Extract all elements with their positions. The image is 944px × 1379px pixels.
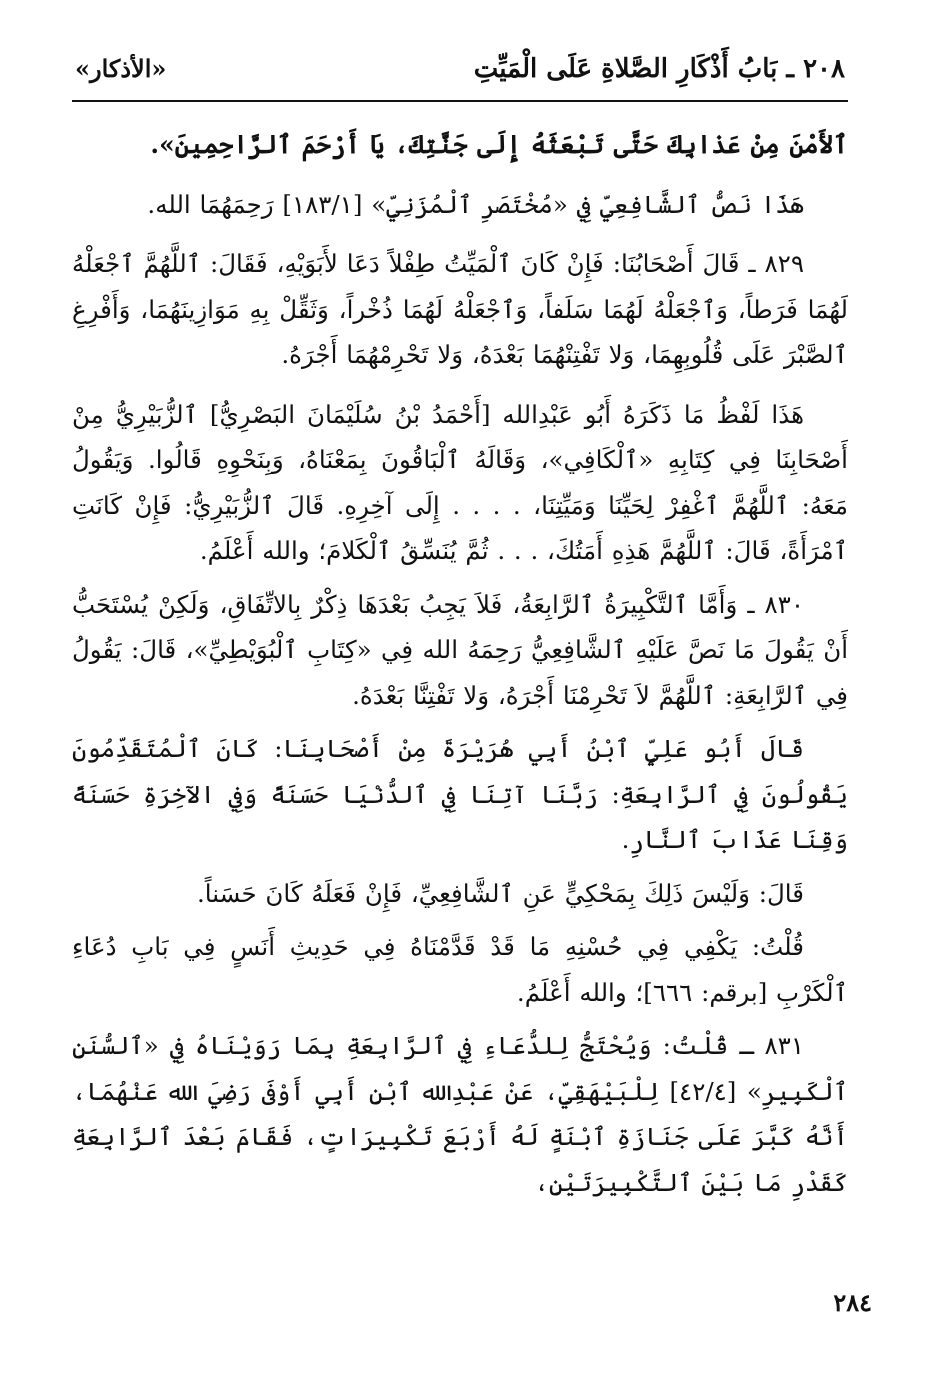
page-number: ٢٨٤ <box>833 1288 872 1317</box>
spacer <box>72 863 848 871</box>
spacer <box>72 1015 848 1023</box>
paragraph-zubayri: هَذَا لَفْظُ مَا ذَكَرَهُ أَبُو عَبْدِالله [أَحْمَدُ بْنُ سُلَيْمَانَ البَصْرِيُّ] ٱلزُّبَيْرِيُّ مِنْ أَصْحَابِنَا فِي كِتَابِهِ «ٱلْكَافِي»، وَقَالَهُ ٱلْبَاقُونَ بِمَعْنَاهُ، وَبِنَحْوِهِ قَالُوا. وَيَقُولُ مَعَهُ: ٱللَّهُمَّ ٱغْفِرْ لِحَيِّنَا وَمَيِّتِنَا، . . . . إِلَى آخِرِهِ. قَالَ ٱلزُّبَيْرِيُّ: فَإِنْ كَانَتِ ٱمْرَأَةً، قَالَ: ٱللَّهُمَّ هَذِهِ أَمَتُكَ، . . . ثُمَّ يُنَسِّقُ ٱلْكَلامَ؛ والله أَعْلَمُ. <box>72 399 848 565</box>
spacer <box>72 718 848 726</box>
paragraph-qultu: قُلْتُ: يَكْفِي فِي حُسْنِهِ مَا قَدْ قَدَّمْنَاهُ فِي حَدِيثِ أَنَسٍ فِي بَابِ دُعَاءِ ٱلْكَرْبِ [برقم: ٦٦٦]؛ والله أَعْلَمُ. <box>72 932 848 1007</box>
spacer <box>72 574 848 582</box>
paragraph-831: ٨٣١ ـ قُلْتُ: وَيُحْتَجُّ لِلدُّعَاءِ فِي ٱلرَّابِعَةِ بِمَا رَوَيْنَاهُ فِي «ٱلسُّنَنِ ٱلْكَبِيرِ» [٤٢/٤] لِلْبَيْهَقِيِّ، عَنْ عَبْدِالله ٱبْنِ أَبِي أَوْفَى رَضِيَ الله عَنْهُمَا، أَنَّهُ كَبَّرَ عَلَى جَنَازَةِ ٱبْنَةٍ لَهُ أَرْبَعَ تَكْبِيرَاتٍ، فَقَامَ بَعْدَ ٱلرَّابِعَةِ كَقَدْرِ مَا بَيْنَ ٱلتَّكْبِيرَتَيْنِ، <box>72 1031 848 1197</box>
spacer <box>72 916 848 924</box>
page-body <box>72 122 848 1282</box>
paragraph-not-narrated: قَالَ: وَلَيْسَ ذَلِكَ بِمَحْكِيٍّ عَنِ ٱلشَّافِعِيِّ، فَإِنْ فَعَلَهُ كَانَ حَسَناً. <box>196 878 804 908</box>
paragraph-829: ٨٢٩ ـ قَالَ أَصْحَابُنَا: فَإِنْ كَانَ ٱلْمَيِّتُ طِفْلاً دَعَا لأَبَوَيْهِ، فَقَالَ: ٱللَّهُمَّ ٱجْعَلْهُ لَهُمَا فَرَطاً، وَٱجْعَلْهُ لَهُمَا سَلَفاً، وَٱجْعَلْهُ لَهُمَا ذُخْراً، وَثَقِّلْ بِهِ مَوَازِينَهُمَا، وَأَفْرِغِ ٱلصَّبْرَ عَلَى قُلُوبِهِمَا، وَلا تَفْتِنْهُمَا بَعْدَهُ، وَلا تَحْرِمْهُمَا أَجْرَهُ. <box>72 249 848 369</box>
spacer <box>72 378 848 392</box>
running-header <box>75 50 845 94</box>
spacer <box>72 168 848 182</box>
paragraph-abu-ali: قَالَ أَبُو عَلِيٍّ ٱبْنُ أَبِي هُرَيْرَةَ مِنْ أَصْحَابِنَا: كَانَ ٱلْمُتَقَدِّمُونَ يَقُولُونَ فِي ٱلرَّابِعَةِ: رَبَّنَا آتِنَا فِي ٱلدُّنْيَا حَسَنَةً وَفِي الآخِرَةِ حَسَنَةً وَقِنَا عَذَابَ ٱلنَّارِ. <box>72 734 848 854</box>
book-title: «الأذكار» <box>75 54 167 83</box>
paragraph-830: ٨٣٠ ـ وَأَمَّا ٱلتَّكْبِيرَةُ ٱلرَّابِعَةُ، فَلاَ يَجِبُ بَعْدَهَا ذِكْرٌ بِالاتِّفَاقِ، وَلَكِنْ يُسْتَحَبُّ أَنْ يَقُولَ مَا نَصَّ عَلَيْهِ ٱلشَّافِعِيُّ رَحِمَهُ الله فِي «كِتَابِ ٱلْبُوَيْطِيِّ»، قَالَ: يَقُولُ فِي ٱلرَّابِعَةِ: ٱللَّهُمَّ لاَ تَحْرِمْنَا أَجْرَهُ، وَلا تَفْتِنَّا بَعْدَهُ. <box>72 589 848 710</box>
paragraph-continuation: ٱلأَمْنَ مِنْ عَذابِكَ حَتَّى تَبْعَثَهُ إِلَى جَنَّتِكَ، يَا أَرْحَمَ ٱلرَّاحِمِينَ». <box>150 130 848 159</box>
spacer <box>72 227 848 241</box>
paragraph-shafii-text: هَذَا نَصُّ ٱلشَّافِعِيِّ فِي «مُخْتَصَرِ ٱلْمُزَنِيِّ» [١٨٣/١] رَحِمَهُمَا الله. <box>147 189 804 219</box>
header-divider <box>72 100 848 102</box>
chapter-title: ٢٠٨ ـ بَابُ أَذْكَارِ الصَّلاةِ عَلَى الْمَيِّتِ <box>473 54 845 84</box>
